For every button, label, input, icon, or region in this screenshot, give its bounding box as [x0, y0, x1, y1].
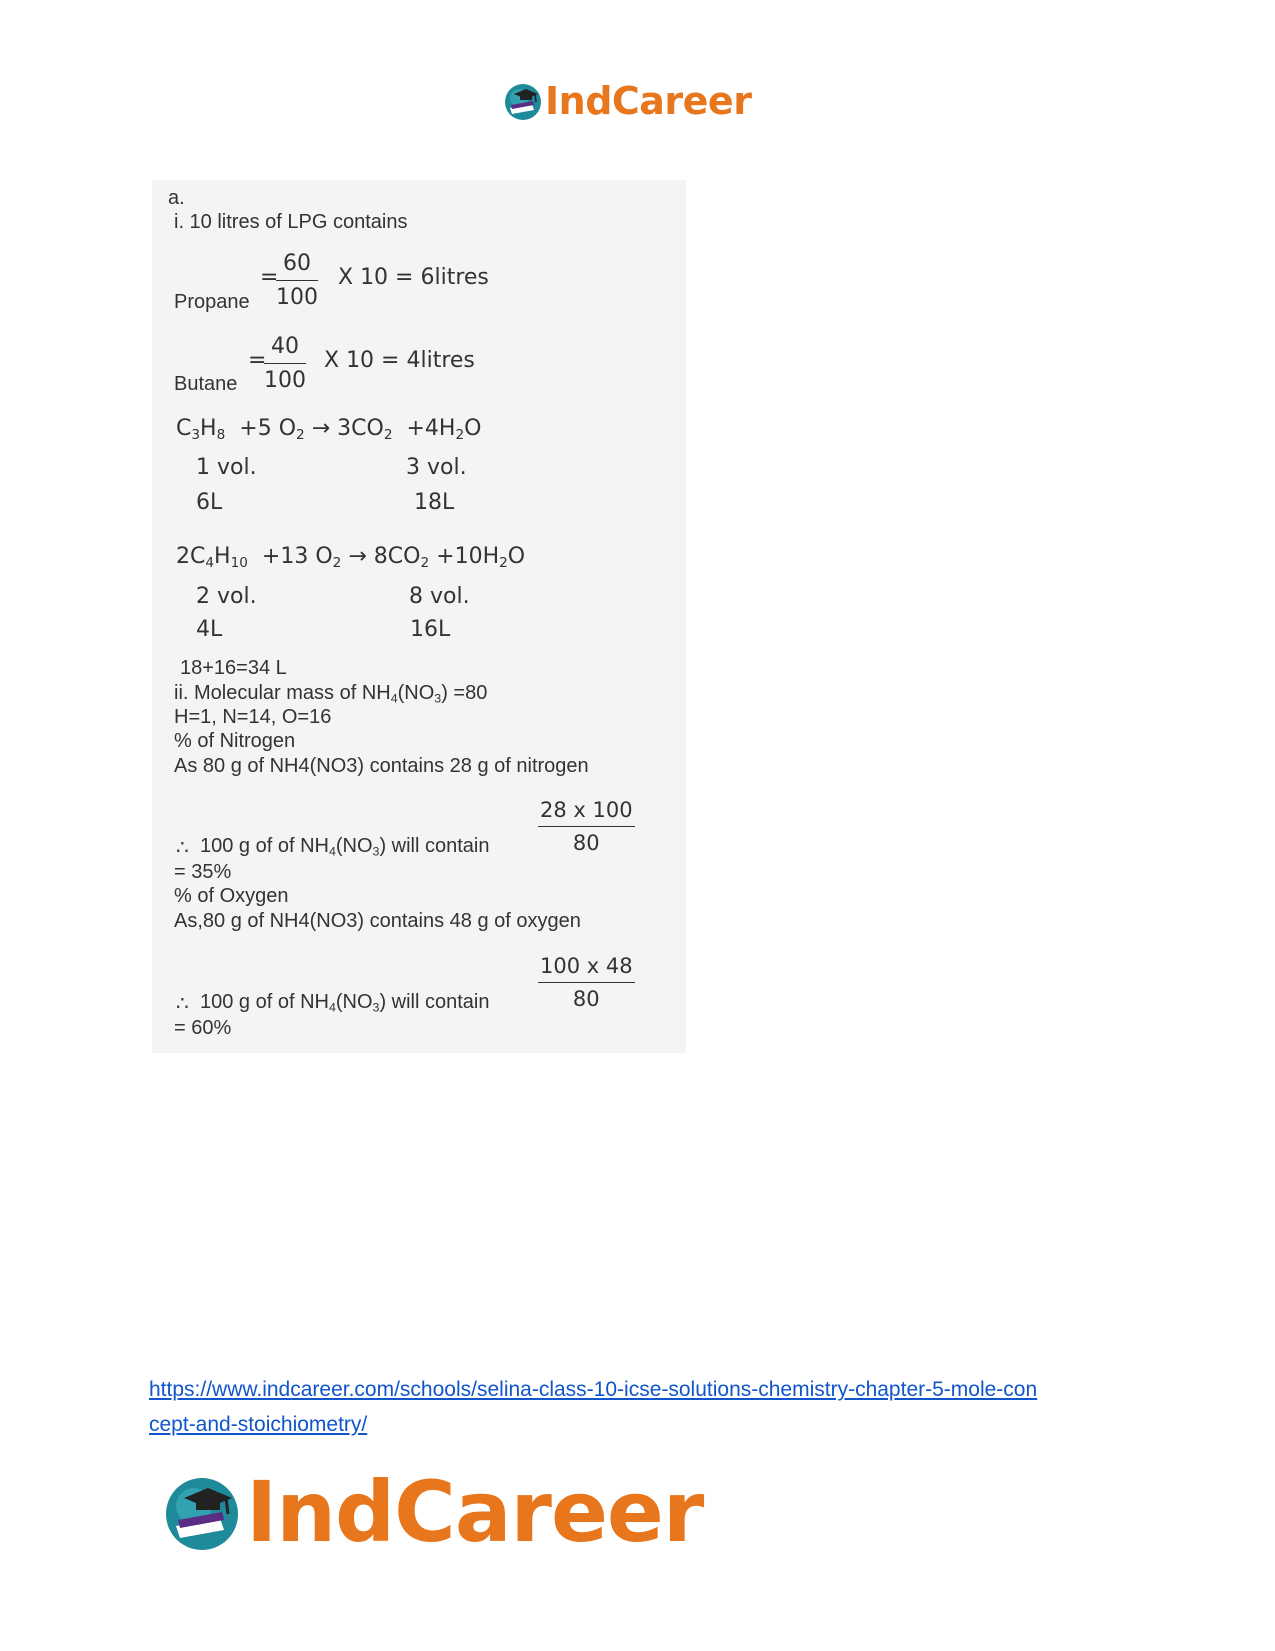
fraction-numerator: 60: [283, 251, 311, 276]
header-logo: [502, 80, 751, 122]
butane-fraction: [264, 336, 306, 392]
therefore-symbol: ∴: [176, 837, 189, 859]
reaction2-vol-left: 2 vol.: [196, 584, 257, 609]
reaction2-vol-right: 8 vol.: [409, 584, 470, 609]
nitrogen-result: = 35%: [174, 861, 232, 883]
logo-text: IndCareer: [246, 1463, 704, 1561]
butane-combustion-equation: $2C_4H_{10} +13$ $O_2 \to 8CO_2 +10H_2O$: [176, 544, 526, 572]
butane-eq: =: [248, 348, 267, 373]
propane-label: Propane: [174, 291, 250, 313]
reaction1-amt-right: 18L: [414, 490, 455, 515]
reaction1-vol-right: 3 vol.: [406, 455, 467, 480]
source-link-line-2[interactable]: cept-and-stoichiometry/: [149, 1413, 368, 1436]
line-ii: ii. Molecular mass of $NH_4(NO_3) =80$: [174, 682, 488, 706]
reaction1-vol-left: 1 vol.: [196, 455, 257, 480]
butane-label: Butane: [174, 373, 238, 395]
oxygen-fraction: [538, 956, 635, 1010]
fraction-numerator: 40: [271, 334, 299, 359]
nitrogen-statement: As 80 g of NH4(NO3) contains 28 g of nitrogen: [174, 755, 589, 777]
oxygen-contain-line: 100 g of of $NH_4(NO_3)$ will contain: [200, 991, 490, 1015]
fraction-numerator: 100 x 48: [540, 954, 633, 978]
volume-sum: 18+16=34 L: [180, 657, 287, 679]
part-label: a.: [168, 187, 185, 209]
reaction1-amt-left: 6L: [196, 490, 223, 515]
reaction2-amt-right: 16L: [410, 617, 451, 642]
reaction2-amt-left: 4L: [196, 617, 223, 642]
solution-image: [152, 180, 686, 1053]
oxygen-result: = 60%: [174, 1017, 232, 1039]
footer-logo: [160, 1463, 704, 1561]
propane-result: X 10 = 6litres: [338, 265, 489, 290]
fraction-denominator: 80: [572, 831, 600, 855]
fraction-numerator: 28 x 100: [540, 798, 633, 822]
oxygen-heading: % of Oxygen: [174, 885, 289, 907]
nitrogen-contain-line: 100 g of of $NH_4(NO_3)$ will contain: [200, 835, 490, 859]
propane-combustion-equation: $C_3H_8 +5$ $O_2 \to 3CO_2 +4H_2O$: [176, 416, 482, 444]
fraction-denominator: 80: [572, 987, 600, 1011]
fraction-denominator: 100: [264, 368, 306, 393]
line-i: i. 10 litres of LPG contains: [174, 211, 408, 233]
source-link-line-1[interactable]: https://www.indcareer.com/schools/selina-class-10-icse-solutions-chemistry-chapter-5-mole-con: [149, 1378, 1038, 1401]
logo-globe-icon: [160, 1470, 244, 1554]
propane-eq: =: [260, 265, 279, 290]
therefore-symbol: ∴: [176, 993, 189, 1015]
oxygen-statement: As,80 g of NH4(NO3) contains 48 g of oxygen: [174, 910, 581, 932]
fraction-denominator: 100: [276, 285, 318, 310]
logo-globe-icon: [502, 80, 544, 122]
nitrogen-heading: % of Nitrogen: [174, 730, 296, 752]
nitrogen-fraction: [538, 800, 635, 854]
butane-result: X 10 = 4litres: [324, 348, 475, 373]
logo-text: IndCareer: [545, 79, 752, 123]
propane-fraction: [276, 253, 318, 309]
atomic-masses: H=1, N=14, O=16: [174, 706, 332, 728]
